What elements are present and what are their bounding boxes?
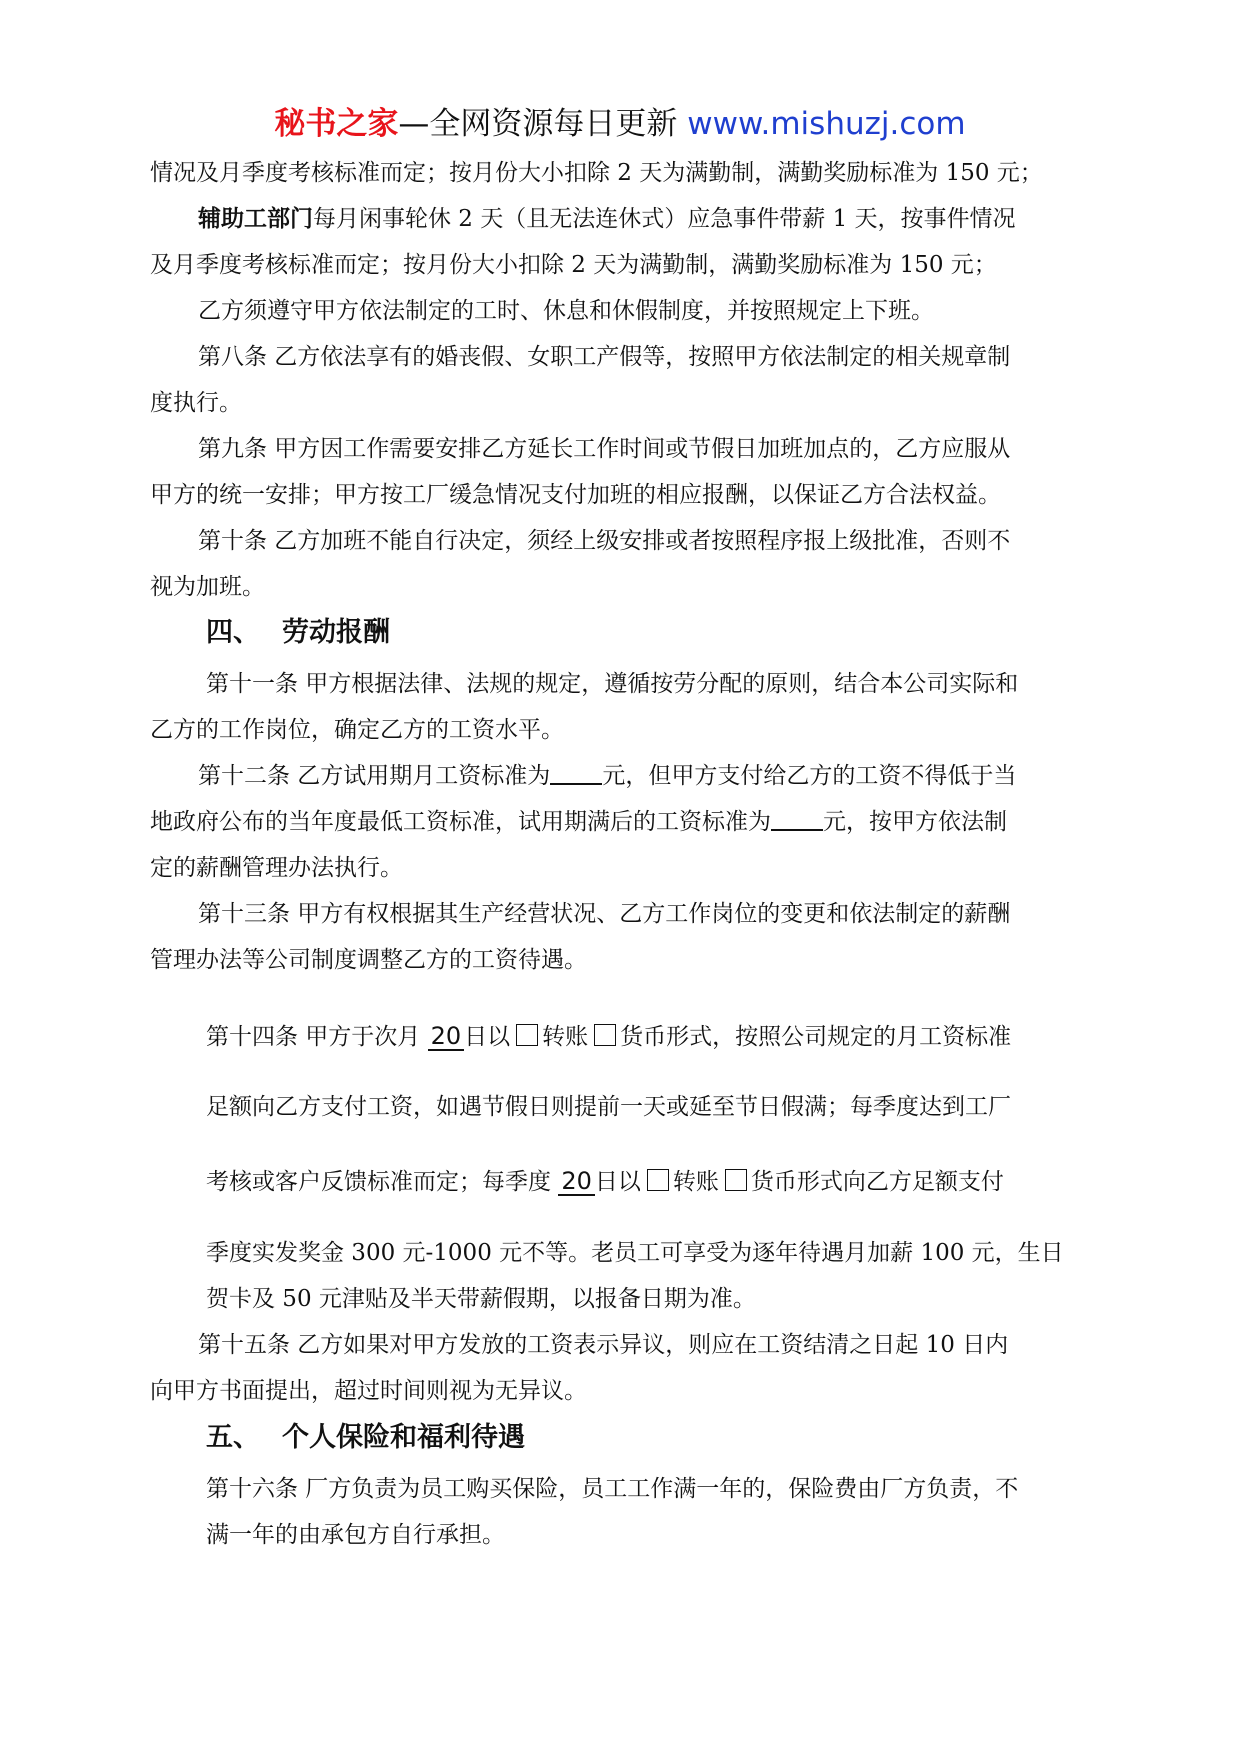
header-slogan: —全网资源每日更新 <box>398 106 678 142</box>
pay-day-field[interactable]: 20 <box>428 1023 465 1051</box>
text-line-content: 货币形式向乙方足额支付 <box>750 1169 1004 1195</box>
text-line: 视为加班。 <box>150 574 265 600</box>
site-url[interactable]: www.mishuzj.com <box>687 106 966 142</box>
article-8: 第八条 乙方依法享有的婚丧假、女职工产假等，按照甲方依法制定的相关规章制 <box>198 344 1011 370</box>
text-line: 足额向乙方支付工资，如遇节假日则提前一天或延至节日假满；每季度达到工厂 <box>206 1094 1011 1120</box>
text-line-content: 第十二条 乙方试用期月工资标准为 <box>198 763 551 789</box>
site-header <box>0 104 1240 144</box>
text-line-content: 考核或客户反馈标准而定；每季度 <box>206 1169 551 1195</box>
text-line-content: 第十四条 甲方于次月 <box>206 1024 421 1050</box>
text-line: 向甲方书面提出，超过时间则视为无异议。 <box>150 1378 587 1404</box>
checkbox-label: 转账 <box>672 1169 719 1195</box>
bonus-transfer-checkbox[interactable] <box>647 1169 669 1191</box>
dept-label: 辅助工部门 <box>198 206 313 232</box>
brand-name: 秘书之家 <box>274 106 399 142</box>
section-heading-4 <box>206 613 390 653</box>
checkbox-label: 转账 <box>542 1024 589 1050</box>
regular-wage-blank[interactable] <box>771 805 823 831</box>
article-11: 第十一条 甲方根据法律、法规的规定，遵循按劳分配的原则，结合本公司实际和 <box>206 671 1019 697</box>
text-line: 甲方的统一安排；甲方按工厂缓急情况支付加班的相应报酬，以保证乙方合法权益。 <box>150 482 1001 508</box>
article-13: 第十三条 甲方有权根据其生产经营状况、乙方工作岗位的变更和依法制定的薪酬 <box>198 901 1011 927</box>
article-12 <box>198 752 1100 800</box>
article-9: 第九条 甲方因工作需要安排乙方延长工作时间或节假日加班加点的，乙方应服从 <box>198 436 1011 462</box>
text-line-content: 地政府公布的当年度最低工资标准，试用期满后的工资标准为 <box>150 809 771 835</box>
article-16: 第十六条 厂方负责为员工购买保险，员工工作满一年的，保险费由厂方负责，不 <box>206 1476 1019 1502</box>
cash-checkbox[interactable] <box>594 1024 616 1046</box>
text-line: 季度实发奖金 300 元-1000 元不等。老员工可享受为逐年待遇月加薪 100 元，生日 <box>206 1240 1064 1266</box>
transfer-checkbox[interactable] <box>516 1024 538 1046</box>
text-line-content: 日以 <box>594 1169 641 1195</box>
text-line <box>150 798 1100 846</box>
text-line: 定的薪酬管理办法执行。 <box>150 855 403 881</box>
article-14 <box>206 1013 1108 1061</box>
text-line-content: 元，但甲方支付给乙方的工资不得低于当 <box>602 763 1017 789</box>
bonus-day-field[interactable]: 20 <box>558 1168 595 1196</box>
section-number: 五、 <box>206 1422 260 1453</box>
section-title: 个人保险和福利待遇 <box>282 1422 525 1453</box>
text-line: 满一年的由承包方自行承担。 <box>206 1522 505 1548</box>
text-line-content: 日以 <box>464 1024 511 1050</box>
text-line <box>198 195 1100 243</box>
text-line-content: 货币形式，按照公司规定的月工资标准 <box>620 1024 1012 1050</box>
text-line: 及月季度考核标准而定；按月份大小扣除 2 天为满勤制，满勤奖励标准为 150 元； <box>150 252 997 278</box>
section-heading-5 <box>206 1418 525 1458</box>
text-line: 情况及月季度考核标准而定；按月份大小扣除 2 天为满勤制，满勤奖励标准为 150 元； <box>150 160 1043 186</box>
text-line-content: 元，按甲方依法制 <box>823 809 1007 835</box>
section-number: 四、 <box>206 617 260 648</box>
text-line: 度执行。 <box>150 390 242 416</box>
text-line: 管理办法等公司制度调整乙方的工资待遇。 <box>150 947 587 973</box>
probation-wage-blank[interactable] <box>550 759 602 785</box>
text-line-content: 每月闲事轮休 2 天（且无法连休式）应急事件带薪 1 天，按事件情况 <box>313 206 1016 232</box>
article-10: 第十条 乙方加班不能自行决定，须经上级安排或者按照程序报上级批准，否则不 <box>198 528 1011 554</box>
section-title: 劳动报酬 <box>282 617 390 648</box>
article-15: 第十五条 乙方如果对甲方发放的工资表示异议，则应在工资结清之日起 10 日内 <box>198 1332 1009 1358</box>
bonus-cash-checkbox[interactable] <box>725 1169 747 1191</box>
text-line <box>206 1158 1108 1206</box>
text-line: 乙方的工作岗位，确定乙方的工资水平。 <box>150 717 564 743</box>
text-line: 乙方须遵守甲方依法制定的工时、休息和休假制度，并按照规定上下班。 <box>198 298 934 324</box>
text-line: 贺卡及 50 元津贴及半天带薪假期，以报备日期为准。 <box>206 1286 756 1312</box>
